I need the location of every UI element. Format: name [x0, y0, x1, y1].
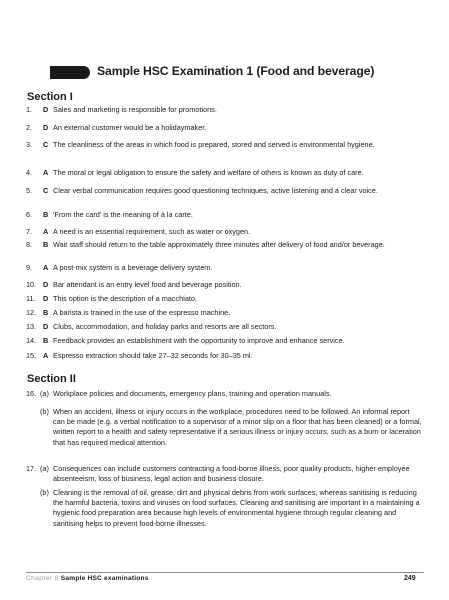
question-part: (b): [40, 488, 49, 497]
question-number: 6.: [26, 210, 33, 219]
answer-text: Clear verbal communication requires good questioning techniques, active listening and a clear voice.: [53, 186, 378, 195]
answer-text: The moral or legal obligation to ensure the safety and welfare of others is known as duty of care.: [53, 168, 364, 177]
page-title-row: [0, 64, 449, 84]
answer-letter: D: [43, 294, 49, 303]
answer-text: 'From the card' is the meaning of à la carte.: [53, 210, 193, 219]
answer-letter: D: [43, 105, 49, 114]
answer-text: Cleaning is the removal of oil, grease, dirt and physical debris from work surfaces, whereas sanitising is reducing the harmful bacteria, toxins and viruses on food surfaces. Cleaning and sanitising are important in a maintaining a hygienic food preparation area because high levels of environmental hygiene through regular cleaning and sanitising helps to prevent food-borne illnesses.: [53, 488, 420, 528]
answer-text: A post-mix system is a beverage delivery system.: [53, 263, 213, 272]
question-number: 15.: [26, 351, 37, 360]
answer-letter: A: [43, 168, 49, 177]
answer-text: Feedback provides an establishment with the opportunity to improve and enhance service.: [53, 336, 345, 345]
answer-letter: D: [43, 280, 49, 289]
answer-text: Wait staff should return to the table approximately three minutes after delivery of food and/or beverage.: [53, 240, 385, 249]
question-number: 7.: [26, 227, 33, 236]
question-number: 16.: [26, 389, 37, 398]
question-number: 2.: [26, 123, 33, 132]
question-number: 9.: [26, 263, 33, 272]
answer-text: Consequences can include customers contracting a food-borne illness, poor quality products, higher employee absenteeism, loss of business, legal action and business closure.: [53, 464, 410, 484]
answer-text: A need is an essential requirement, such as water or oxygen.: [53, 227, 251, 236]
footer-subtitle: Sample HSC examinations: [60, 575, 149, 582]
answer-letter: A: [43, 227, 49, 236]
question-part: (b): [40, 407, 49, 416]
answer-text: Clubs, accommodation, and holiday parks and resorts are all sectors.: [53, 322, 277, 331]
question-number: 12.: [26, 308, 37, 317]
answer-letter: C: [43, 186, 49, 195]
answer-text: Sales and marketing is responsible for promotions.: [53, 105, 217, 114]
footer-chapter: Chapter 8: [26, 575, 59, 582]
question-number: 14.: [26, 336, 37, 345]
answer-letter: D: [43, 322, 49, 331]
question-number: 8.: [26, 240, 33, 249]
answer-text: The cleanliness of the areas in which food is prepared, stored and served is environmental hygiene.: [53, 140, 375, 149]
section-2-heading: Section II: [27, 373, 76, 385]
answer-text: A barista is trained in the use of the espresso machine.: [53, 308, 231, 317]
question-part: (a): [40, 389, 49, 398]
answer-text: Workplace policies and documents, emergency plans, training and operation manuals.: [53, 389, 332, 398]
answer-letter: B: [43, 308, 49, 317]
title-tab-marker: [50, 66, 90, 79]
question-number: 4.: [26, 168, 33, 177]
answer-letter: B: [43, 210, 49, 219]
answer-letter: A: [43, 263, 49, 272]
footer-chapter-label: [26, 575, 149, 582]
answer-text: This option is the description of a macchiato.: [53, 294, 197, 303]
question-number: 10.: [26, 280, 37, 289]
question-number: 13.: [26, 322, 37, 331]
answer-text: An external customer would be a holidaymaker.: [53, 123, 207, 132]
answer-letter: A: [43, 351, 49, 360]
page-number: 249: [404, 575, 416, 582]
question-number: 1.: [26, 105, 33, 114]
question-number: 17.: [26, 464, 37, 473]
answer-text: When an accident, illness or injury occurs in the workplace, procedures need to be followed. An informal report can be made (e.g. a verbal notification to a supervisor of a minor slip on a floor that has been cleaned) or a formal, written report to a health and safety representative if a serious illness or injury occurs, such as a burn or laceration that has required medical attention.: [53, 407, 422, 447]
page-title: Sample HSC Examination 1 (Food and beverage): [97, 64, 375, 78]
section-1-heading: Section I: [27, 91, 73, 103]
question-part: (a): [40, 464, 49, 473]
answer-letter: B: [43, 336, 49, 345]
question-number: 11.: [26, 294, 36, 303]
footer-divider: [26, 572, 424, 573]
answer-text: Bar attendant is an entry level food and beverage position.: [53, 280, 242, 289]
answer-letter: C: [43, 140, 49, 149]
answer-letter: D: [43, 123, 49, 132]
answer-text: Espresso extraction should take 27–32 seconds for 30–35 ml.: [53, 351, 253, 360]
answer-letter: B: [43, 240, 49, 249]
question-number: 3.: [26, 140, 33, 149]
question-number: 5.: [26, 186, 33, 195]
